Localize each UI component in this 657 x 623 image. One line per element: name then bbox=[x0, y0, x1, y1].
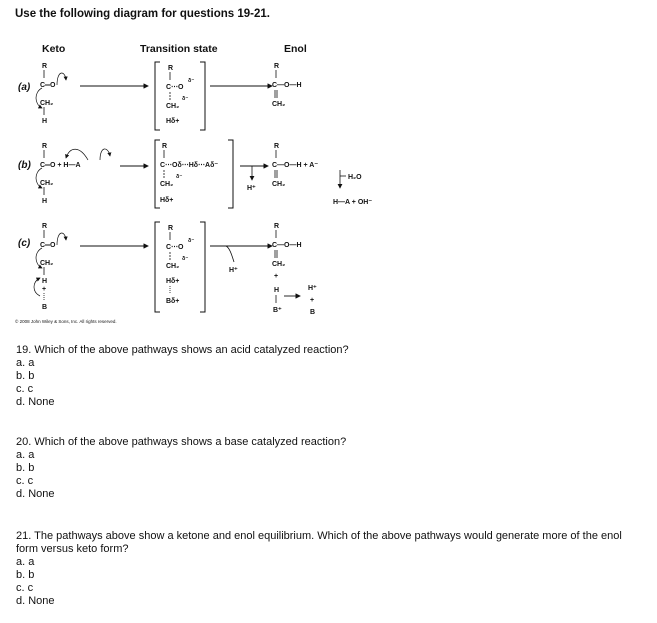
svg-text:+: + bbox=[310, 297, 315, 304]
svg-text:CH₂: CH₂ bbox=[272, 181, 286, 188]
question-20-option-c[interactable]: c. c bbox=[16, 475, 34, 487]
svg-text:δ⁻: δ⁻ bbox=[182, 256, 189, 262]
row-label-b: (b) bbox=[18, 160, 31, 171]
svg-text:C═O: C═O bbox=[40, 242, 56, 249]
row-c-base-regenerated bbox=[308, 285, 317, 316]
row-b-water-reaction bbox=[333, 170, 372, 206]
svg-text:CH₂: CH₂ bbox=[160, 181, 174, 188]
question-19-option-b[interactable]: b. b bbox=[16, 370, 35, 382]
question-21 bbox=[16, 530, 646, 608]
svg-text:H: H bbox=[42, 278, 48, 285]
col-transition-state: Transition state bbox=[140, 43, 218, 55]
svg-text:CH₂: CH₂ bbox=[40, 180, 54, 187]
svg-text:R: R bbox=[168, 65, 174, 72]
svg-text:CH₂: CH₂ bbox=[272, 101, 286, 108]
question-21-option-c[interactable]: c. c bbox=[16, 582, 34, 594]
svg-text:δ⁻: δ⁻ bbox=[188, 78, 195, 84]
row-c-transition-state bbox=[155, 222, 205, 312]
svg-text:CH₂: CH₂ bbox=[40, 260, 54, 267]
svg-text:R: R bbox=[274, 143, 280, 150]
svg-text:C—O—H + A⁻: C—O—H + A⁻ bbox=[272, 162, 319, 169]
row-a-enol bbox=[272, 63, 302, 108]
col-enol: Enol bbox=[284, 43, 307, 55]
svg-text:R: R bbox=[42, 143, 48, 150]
question-21-option-b[interactable]: b. b bbox=[16, 569, 35, 581]
svg-text:Bδ+: Bδ+ bbox=[166, 298, 180, 305]
svg-text:R: R bbox=[274, 63, 280, 70]
row-label-a: (a) bbox=[18, 82, 31, 93]
svg-text:R: R bbox=[162, 143, 168, 150]
question-19-stem: 19. Which of the above pathways shows an acid catalyzed reaction? bbox=[16, 344, 349, 356]
row-b-transition-state bbox=[155, 140, 233, 208]
question-19-option-c[interactable]: c. c bbox=[16, 383, 34, 395]
svg-text:R: R bbox=[42, 223, 48, 230]
question-21-stem: 21. The pathways above show a ketone and enol equilibrium. Which of the above pathways would generate more of the enol form versus keto form? bbox=[16, 530, 622, 555]
row-a-keto bbox=[36, 63, 66, 125]
row-b-proton: H⁺ bbox=[247, 185, 256, 192]
svg-text:CH₂: CH₂ bbox=[166, 263, 180, 270]
row-c-keto bbox=[34, 223, 66, 311]
question-20-option-b[interactable]: b. b bbox=[16, 462, 35, 474]
row-c-enol bbox=[272, 223, 302, 314]
svg-text:C—O—H: C—O—H bbox=[272, 242, 302, 249]
svg-text:H₂O: H₂O bbox=[348, 174, 362, 181]
row-b-enol bbox=[272, 143, 318, 188]
question-20 bbox=[16, 436, 346, 501]
svg-text:H: H bbox=[42, 118, 48, 125]
row-c-proton-curve bbox=[226, 246, 234, 262]
svg-text:H: H bbox=[274, 287, 280, 294]
svg-text:Hδ+: Hδ+ bbox=[166, 278, 180, 285]
svg-text:R: R bbox=[42, 63, 48, 70]
row-label-c: (c) bbox=[18, 238, 31, 249]
svg-text:C⋯O: C⋯O bbox=[166, 244, 184, 251]
svg-text:Hδ+: Hδ+ bbox=[160, 197, 174, 204]
svg-text:C═O + H—A: C═O + H—A bbox=[40, 162, 81, 169]
svg-text:H: H bbox=[42, 198, 48, 205]
svg-text:CH₂: CH₂ bbox=[272, 261, 286, 268]
svg-text:C⋯Oδ⋯Hδ⋯Aδ⁻: C⋯Oδ⋯Hδ⋯Aδ⁻ bbox=[160, 162, 219, 169]
svg-text:+: + bbox=[42, 286, 47, 293]
svg-text:CH₂: CH₂ bbox=[166, 103, 180, 110]
question-21-option-a[interactable]: a. a bbox=[16, 556, 35, 568]
svg-text:R: R bbox=[274, 223, 280, 230]
svg-text:H—A + OH⁻: H—A + OH⁻ bbox=[333, 199, 373, 206]
question-20-stem: 20. Which of the above pathways shows a base catalyzed reaction? bbox=[16, 436, 347, 448]
question-19 bbox=[16, 344, 349, 409]
svg-text:C⋯O: C⋯O bbox=[166, 84, 184, 91]
svg-text:+: + bbox=[274, 273, 279, 280]
svg-text:B: B bbox=[310, 309, 316, 316]
copyright-notice: © 2008 John Wiley & Sons, Inc. All rights reserved. bbox=[15, 319, 117, 324]
row-c-proton: H⁺ bbox=[229, 267, 238, 274]
svg-text:Hδ+: Hδ+ bbox=[166, 118, 180, 125]
svg-text:δ⁻: δ⁻ bbox=[188, 238, 195, 244]
svg-text:R: R bbox=[168, 225, 174, 232]
row-a-transition-state bbox=[155, 62, 205, 130]
question-20-option-d[interactable]: d. None bbox=[16, 488, 55, 500]
row-b-keto bbox=[36, 143, 110, 205]
svg-text:δ⁻: δ⁻ bbox=[176, 174, 183, 180]
svg-text:CH₂: CH₂ bbox=[40, 100, 54, 107]
question-19-option-a[interactable]: a. a bbox=[16, 357, 35, 369]
svg-text:B: B bbox=[42, 304, 48, 311]
instructions-header: Use the following diagram for questions 19-21. bbox=[15, 8, 270, 20]
question-21-option-d[interactable]: d. None bbox=[16, 595, 55, 607]
svg-text:H⁺: H⁺ bbox=[308, 285, 317, 292]
question-20-option-a[interactable]: a. a bbox=[16, 449, 35, 461]
question-19-option-d[interactable]: d. None bbox=[16, 396, 55, 408]
svg-text:δ⁻: δ⁻ bbox=[182, 96, 189, 102]
svg-text:B⁺: B⁺ bbox=[273, 307, 282, 314]
svg-text:C—O—H: C—O—H bbox=[272, 82, 302, 89]
col-keto: Keto bbox=[42, 43, 66, 55]
svg-text:C═O: C═O bbox=[40, 82, 56, 89]
